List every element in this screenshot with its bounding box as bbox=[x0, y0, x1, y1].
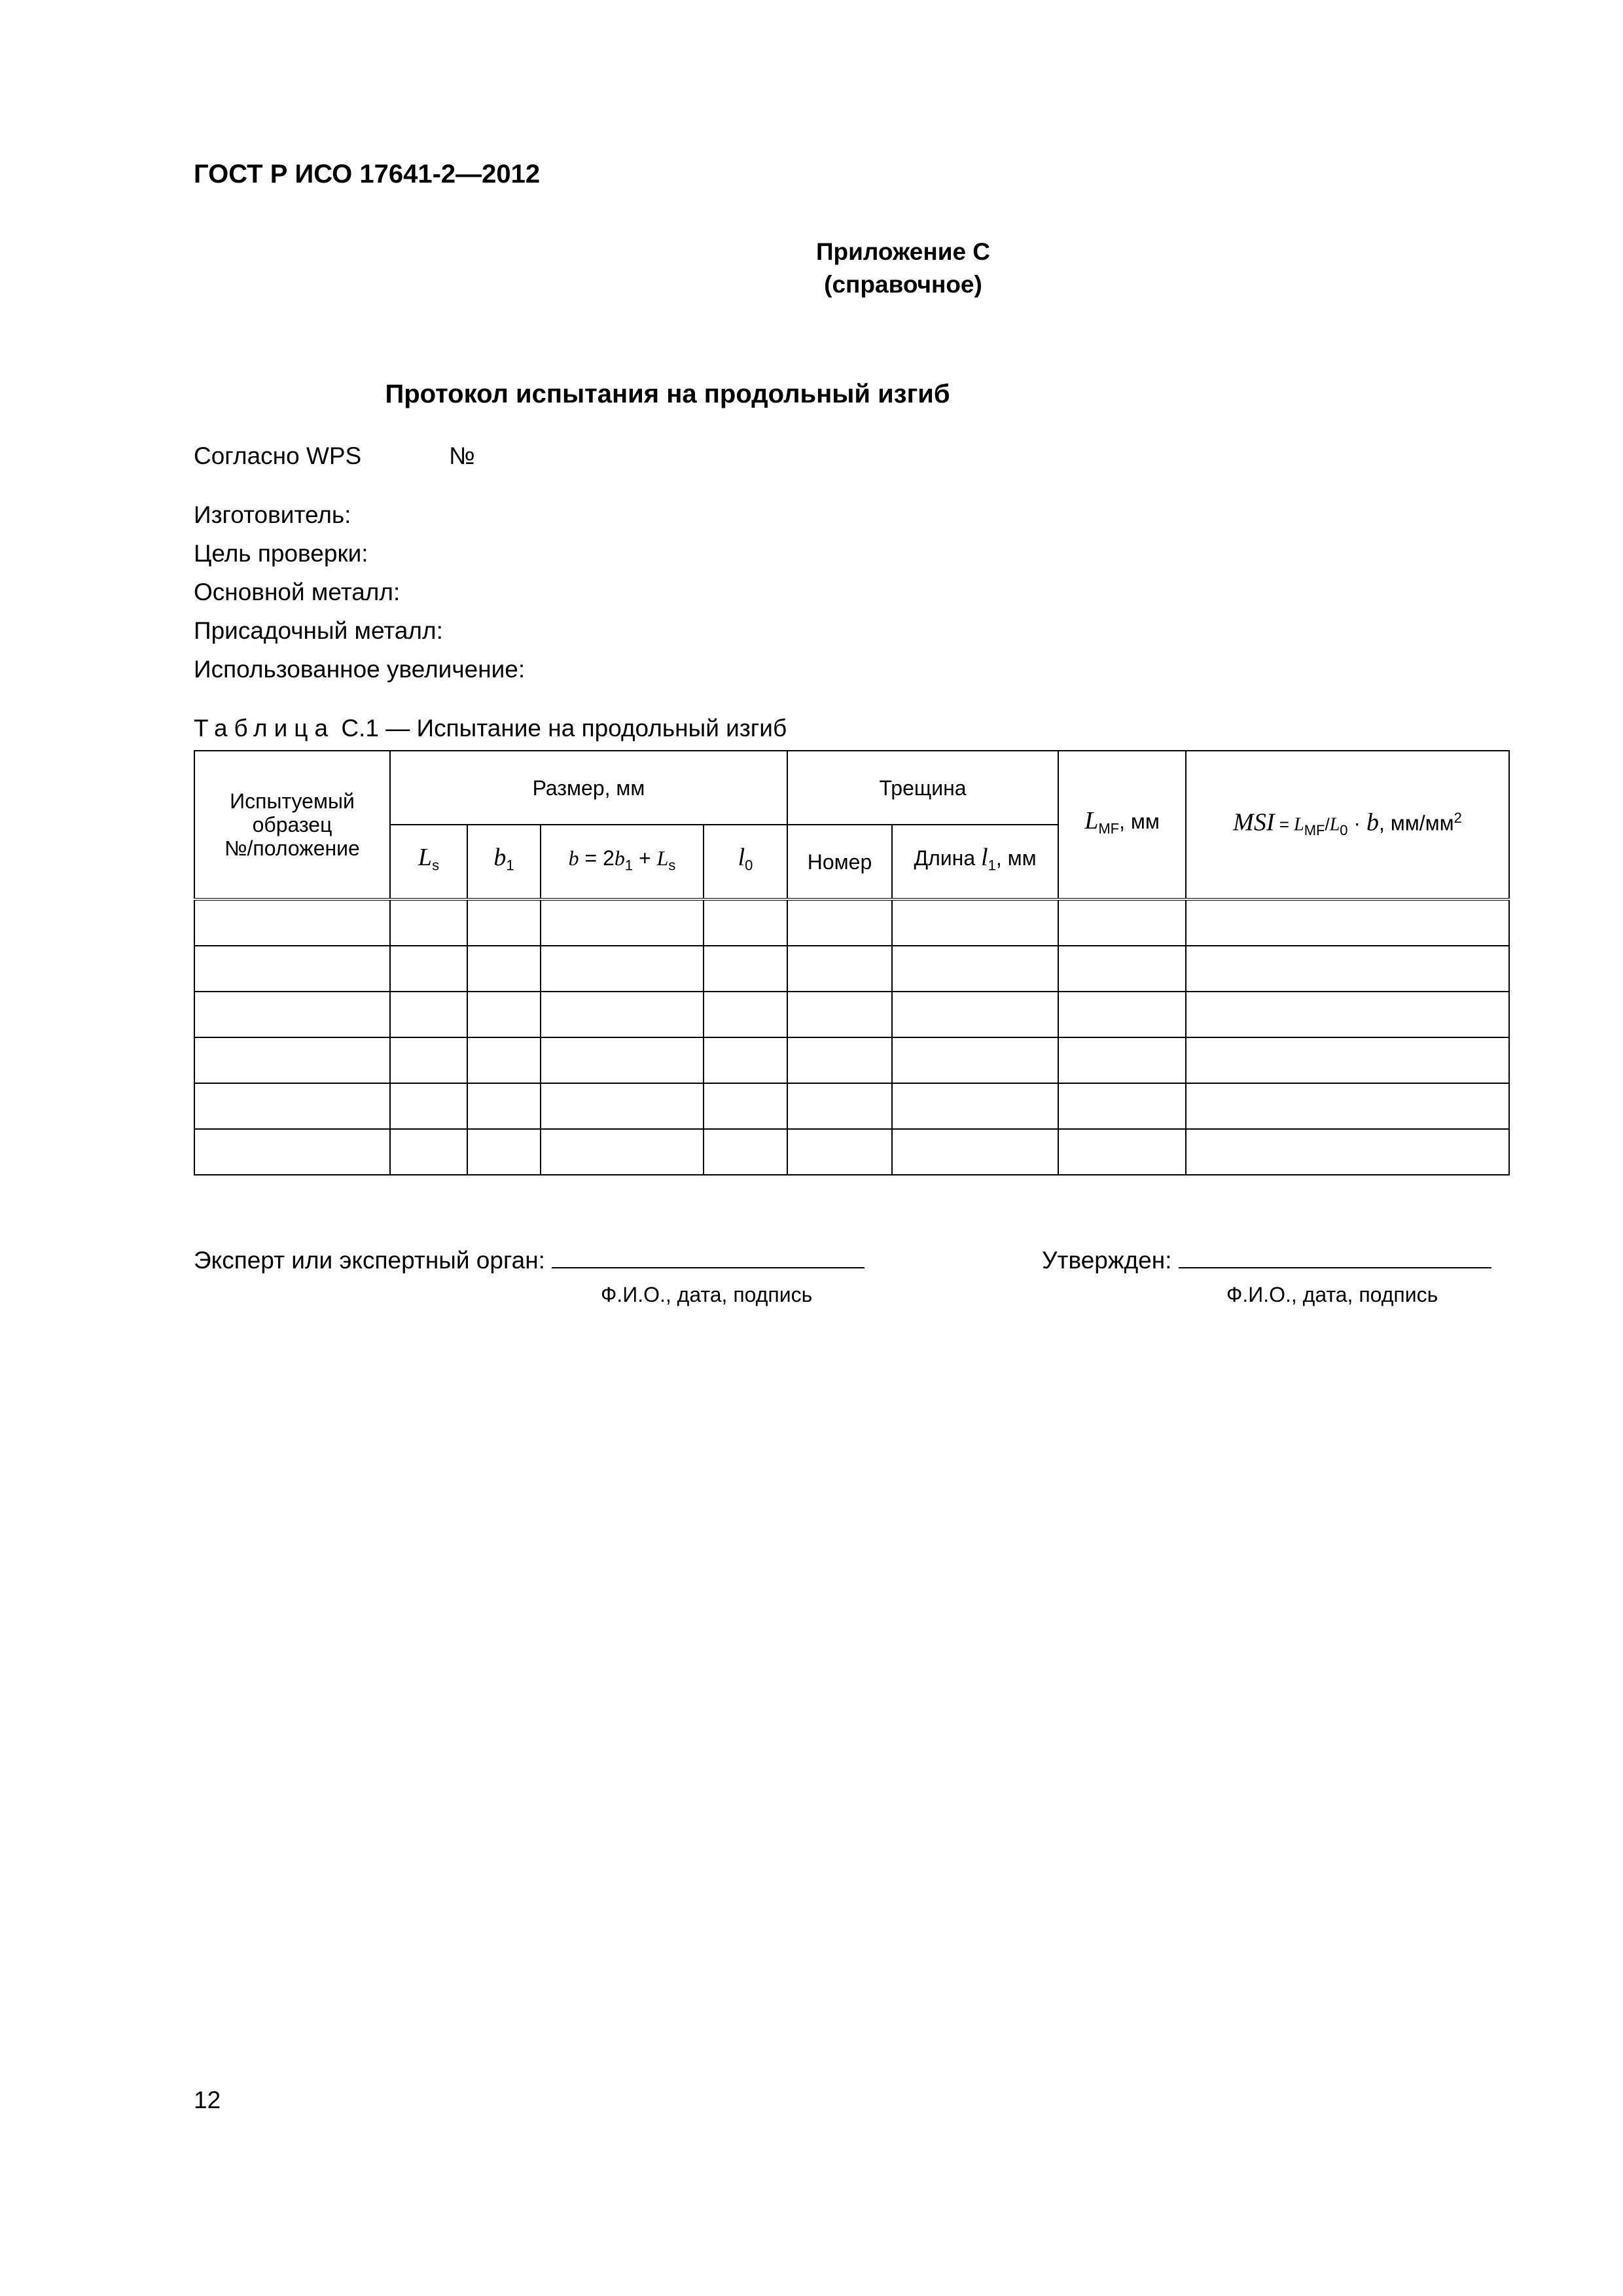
table-caption-text: С.1 — Испытание на продольный изгиб bbox=[341, 715, 787, 742]
table-row bbox=[194, 1129, 1509, 1175]
header-size-group: Размер, мм bbox=[390, 751, 787, 825]
table-row bbox=[194, 946, 1509, 992]
base-metal-field: Основной металл: bbox=[194, 579, 401, 605]
table-caption-prefix: Таблица bbox=[194, 715, 335, 742]
wps-label: Согласно WPS bbox=[194, 442, 362, 469]
table-row bbox=[194, 899, 1509, 946]
header-msi: MSI = $L_{MF}/L_0 \cdot b$, $мм/мм^2$ bbox=[1186, 751, 1509, 899]
header-b-formula: $b = 2b_1 + L_s$ bbox=[541, 825, 704, 899]
table-row bbox=[194, 1083, 1509, 1129]
header-ls: $L_s$ bbox=[390, 825, 467, 899]
expert-signature-line[interactable] bbox=[552, 1245, 865, 1268]
header-crack-length: Длина $l_1$, мм bbox=[892, 825, 1058, 899]
header-crack-number: Номер bbox=[787, 825, 892, 899]
table-row bbox=[194, 992, 1509, 1037]
expert-hint: Ф.И.О., дата, подпись bbox=[601, 1283, 813, 1306]
filler-metal-field: Присадочный металл: bbox=[194, 617, 443, 644]
appendix-type: (справочное) bbox=[824, 271, 982, 298]
appendix-title: Приложение С bbox=[815, 238, 991, 265]
header-specimen: Испытуемый образец №/положение bbox=[194, 751, 390, 899]
table-caption bbox=[194, 715, 787, 742]
approved-label: Утвержден: bbox=[1042, 1247, 1172, 1274]
magnification-field: Использованное увеличение: bbox=[194, 656, 526, 683]
expert-label: Эксперт или экспертный орган: bbox=[194, 1247, 545, 1274]
purpose-field: Цель проверки: bbox=[194, 540, 368, 567]
approved-hint: Ф.И.О., дата, подпись bbox=[1226, 1283, 1438, 1306]
header-lmf: $L_{MF}$, мм bbox=[1058, 751, 1186, 899]
manufacturer-field: Изготовитель: bbox=[194, 501, 351, 528]
wps-field bbox=[194, 442, 475, 470]
header-l0: $l_0$ bbox=[704, 825, 787, 899]
appendix-heading bbox=[707, 236, 1099, 301]
table-row bbox=[194, 1037, 1509, 1083]
wps-number-sign: № bbox=[449, 442, 475, 469]
approved-signature bbox=[1042, 1245, 1491, 1274]
expert-signature bbox=[194, 1245, 865, 1274]
approved-signature-line[interactable] bbox=[1179, 1245, 1491, 1268]
standard-code: ГОСТ Р ИСО 17641-2—2012 bbox=[194, 160, 541, 188]
header-b1: $b_1$ bbox=[467, 825, 541, 899]
header-crack-group: Трещина bbox=[787, 751, 1058, 825]
bend-test-table bbox=[194, 750, 1510, 1175]
page-number: 12 bbox=[194, 2087, 221, 2113]
protocol-title: Протокол испытания на продольный изгиб bbox=[385, 380, 950, 408]
